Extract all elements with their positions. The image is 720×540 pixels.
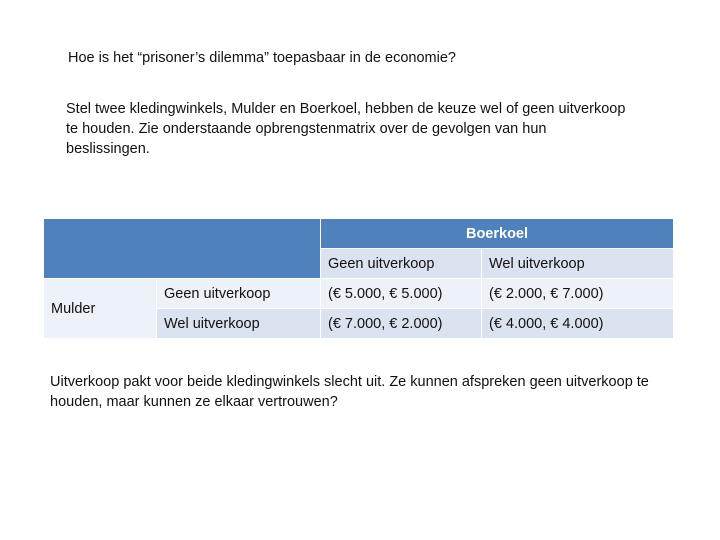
row-player-label: Mulder	[44, 279, 157, 339]
question-heading: Hoe is het “prisoner’s dilemma” toepasbaar in de economie?	[68, 50, 456, 66]
column-option-geen: Geen uitverkoop	[321, 249, 482, 279]
row-option-geen: Geen uitverkoop	[157, 279, 321, 309]
matrix-header-row	[44, 219, 674, 249]
column-player-label: Boerkoel	[321, 219, 674, 249]
payoff-matrix	[43, 218, 674, 339]
payoff-geen-geen: (€ 5.000, € 5.000)	[321, 279, 482, 309]
matrix-row-geen	[44, 279, 674, 309]
payoff-wel-wel: (€ 4.000, € 4.000)	[482, 309, 674, 339]
conclusion-paragraph: Uitverkoop pakt voor beide kledingwinkels slecht uit. Ze kunnen afspreken geen uitverkoop te houden, maar kunnen ze elkaar vertrouwen?	[50, 374, 649, 410]
payoff-wel-geen: (€ 7.000, € 2.000)	[321, 309, 482, 339]
column-option-wel: Wel uitverkoop	[482, 249, 674, 279]
matrix-corner-cell	[44, 219, 321, 279]
row-option-wel: Wel uitverkoop	[157, 309, 321, 339]
payoff-geen-wel: (€ 2.000, € 7.000)	[482, 279, 674, 309]
intro-paragraph: Stel twee kledingwinkels, Mulder en Boerkoel, hebben de keuze wel of geen uitverkoop te houden. Zie onderstaande opbrengstenmatrix over de gevolgen van hun beslissingen.	[66, 101, 626, 157]
